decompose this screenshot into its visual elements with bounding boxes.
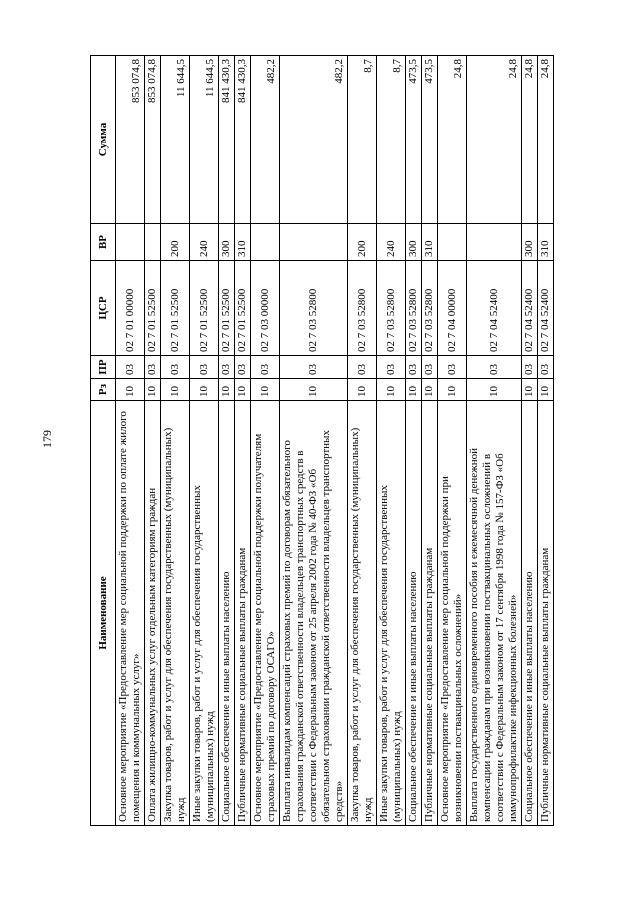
cell-name: Публичные нормативные социальные выплаты гражданам — [538, 401, 554, 826]
table-row — [280, 56, 348, 826]
cell-pr: 03 — [235, 356, 251, 379]
cell-csr: 02 7 04 52400 — [467, 261, 522, 356]
cell-name: Иные закупки товаров, работ и услуг для обеспечения государственных (муниципальных) нужд — [190, 401, 219, 826]
table-row — [348, 56, 377, 826]
table-row — [522, 56, 538, 826]
table-row — [116, 56, 145, 826]
cell-sum: 482,2 — [251, 56, 280, 224]
cell-csr: 02 7 01 52500 — [235, 261, 251, 356]
table-row — [438, 56, 467, 826]
cell-pr: 03 — [348, 356, 377, 379]
cell-sum: 841 430,3 — [219, 56, 235, 224]
cell-csr: 02 7 03 52800 — [377, 261, 406, 356]
cell-rz: 10 — [235, 379, 251, 401]
cell-vr — [116, 224, 145, 261]
table-row — [190, 56, 219, 826]
cell-sum: 473,5 — [422, 56, 438, 224]
cell-pr: 03 — [538, 356, 554, 379]
cell-pr: 03 — [161, 356, 190, 379]
page-number: 179 — [40, 430, 54, 448]
cell-pr: 03 — [406, 356, 422, 379]
cell-pr: 03 — [219, 356, 235, 379]
cell-name: Основное мероприятие «Предоставление мер социальной поддержки при возникновении поствакцинальных осложнений» — [438, 401, 467, 826]
cell-csr: 02 7 01 00000 — [116, 261, 145, 356]
cell-rz: 10 — [116, 379, 145, 401]
cell-csr: 02 7 03 52800 — [406, 261, 422, 356]
header-vr: ВР — [91, 224, 116, 261]
cell-vr — [467, 224, 522, 261]
cell-rz: 10 — [219, 379, 235, 401]
cell-sum: 473,5 — [406, 56, 422, 224]
cell-name: Социальное обеспечение и иные выплаты населению — [219, 401, 235, 826]
cell-pr: 03 — [190, 356, 219, 379]
cell-sum: 8,7 — [348, 56, 377, 224]
cell-vr: 240 — [377, 224, 406, 261]
cell-csr: 02 7 01 52500 — [161, 261, 190, 356]
cell-name: Закупка товаров, работ и услуг для обеспечения государственных (муниципальных) нужд — [348, 401, 377, 826]
table-row — [406, 56, 422, 826]
cell-vr: 300 — [219, 224, 235, 261]
table-header-row — [91, 56, 116, 826]
cell-rz: 10 — [280, 379, 348, 401]
cell-vr: 240 — [190, 224, 219, 261]
table-row — [467, 56, 522, 826]
cell-pr: 03 — [522, 356, 538, 379]
cell-name: Социальное обеспечение и иные выплаты населению — [522, 401, 538, 826]
cell-name: Социальное обеспечение и иные выплаты населению — [406, 401, 422, 826]
cell-csr: 02 7 04 00000 — [438, 261, 467, 356]
cell-csr: 02 7 01 52500 — [190, 261, 219, 356]
cell-name: Основное мероприятие «Предоставление мер социальной поддержки получателям страховых премий по договору ОСАГО» — [251, 401, 280, 826]
cell-pr: 03 — [422, 356, 438, 379]
cell-vr: 200 — [348, 224, 377, 261]
table-row — [145, 56, 161, 826]
cell-sum: 11 644,5 — [190, 56, 219, 224]
cell-pr: 03 — [438, 356, 467, 379]
cell-vr: 310 — [422, 224, 438, 261]
cell-rz: 10 — [251, 379, 280, 401]
header-name: Наименование — [91, 401, 116, 826]
cell-csr: 02 7 03 52800 — [280, 261, 348, 356]
cell-sum: 24,8 — [538, 56, 554, 224]
cell-csr: 02 7 03 00000 — [251, 261, 280, 356]
cell-csr: 02 7 03 52800 — [348, 261, 377, 356]
cell-vr: 300 — [406, 224, 422, 261]
table-row — [422, 56, 438, 826]
table-row — [251, 56, 280, 826]
cell-vr: 310 — [235, 224, 251, 261]
cell-name: Основное мероприятие «Предоставление мер социальной поддержки по оплате жилого помещения и коммунальных услуг» — [116, 401, 145, 826]
cell-rz: 10 — [406, 379, 422, 401]
cell-name: Выплата инвалидам компенсаций страховых премий по договорам обязательного страхования гражданской ответственности владельцев транспортных средств в соответствии с Федеральным законом от 25 апреля 2002 года № 40-ФЗ «Об обязательном страховании гражданской ответственности владельцев транспортных средств» — [280, 401, 348, 826]
cell-name: Иные закупки товаров, работ и услуг для обеспечения государственных (муниципальных) нужд — [377, 401, 406, 826]
cell-vr — [251, 224, 280, 261]
header-sum: Сумма — [91, 56, 116, 224]
cell-sum: 8,7 — [377, 56, 406, 224]
cell-csr: 02 7 04 52400 — [538, 261, 554, 356]
header-csr: ЦСР — [91, 261, 116, 356]
cell-rz: 10 — [438, 379, 467, 401]
cell-name: Публичные нормативные социальные выплаты гражданам — [422, 401, 438, 826]
cell-rz: 10 — [348, 379, 377, 401]
budget-table — [90, 55, 554, 826]
table-row — [219, 56, 235, 826]
table-body — [116, 56, 554, 826]
cell-rz: 10 — [190, 379, 219, 401]
cell-vr — [145, 224, 161, 261]
cell-name: Оплата жилищно-коммунальных услуг отдельным категориям граждан — [145, 401, 161, 826]
cell-vr: 300 — [522, 224, 538, 261]
cell-vr — [280, 224, 348, 261]
table-row — [538, 56, 554, 826]
cell-rz: 10 — [522, 379, 538, 401]
header-rz: Рз — [91, 379, 116, 401]
cell-rz: 10 — [145, 379, 161, 401]
cell-pr: 03 — [251, 356, 280, 379]
cell-name: Публичные нормативные социальные выплаты гражданам — [235, 401, 251, 826]
cell-rz: 10 — [377, 379, 406, 401]
table-row — [235, 56, 251, 826]
cell-pr: 03 — [116, 356, 145, 379]
cell-name: Выплата государственного единовременного пособия и ежемесячной денежной компенсации гражданам при возникновении поствакцинальных осложнений в соответствии с Федеральным законом от 17 сентября 1998 года № 157-ФЗ «Об иммунопрофилактике инфекционных болезней» — [467, 401, 522, 826]
cell-rz: 10 — [161, 379, 190, 401]
header-pr: ПР — [91, 356, 116, 379]
cell-sum: 24,8 — [522, 56, 538, 224]
cell-sum: 24,8 — [467, 56, 522, 224]
cell-rz: 10 — [538, 379, 554, 401]
cell-vr: 310 — [538, 224, 554, 261]
cell-csr: 02 7 01 52500 — [219, 261, 235, 356]
cell-vr — [438, 224, 467, 261]
cell-sum: 841 430,3 — [235, 56, 251, 224]
cell-sum: 482,2 — [280, 56, 348, 224]
cell-pr: 03 — [145, 356, 161, 379]
cell-sum: 11 644,5 — [161, 56, 190, 224]
cell-sum: 853 074,8 — [145, 56, 161, 224]
cell-csr: 02 7 04 52400 — [522, 261, 538, 356]
budget-table-sheet — [90, 56, 550, 826]
cell-vr: 200 — [161, 224, 190, 261]
table-row — [377, 56, 406, 826]
cell-pr: 03 — [467, 356, 522, 379]
cell-rz: 10 — [467, 379, 522, 401]
cell-sum: 24,8 — [438, 56, 467, 224]
cell-pr: 03 — [377, 356, 406, 379]
cell-csr: 02 7 03 52800 — [422, 261, 438, 356]
cell-sum: 853 074,8 — [116, 56, 145, 224]
cell-rz: 10 — [422, 379, 438, 401]
table-row — [161, 56, 190, 826]
cell-pr: 03 — [280, 356, 348, 379]
cell-name: Закупка товаров, работ и услуг для обеспечения государственных (муниципальных) нужд — [161, 401, 190, 826]
cell-csr: 02 7 01 52500 — [145, 261, 161, 356]
